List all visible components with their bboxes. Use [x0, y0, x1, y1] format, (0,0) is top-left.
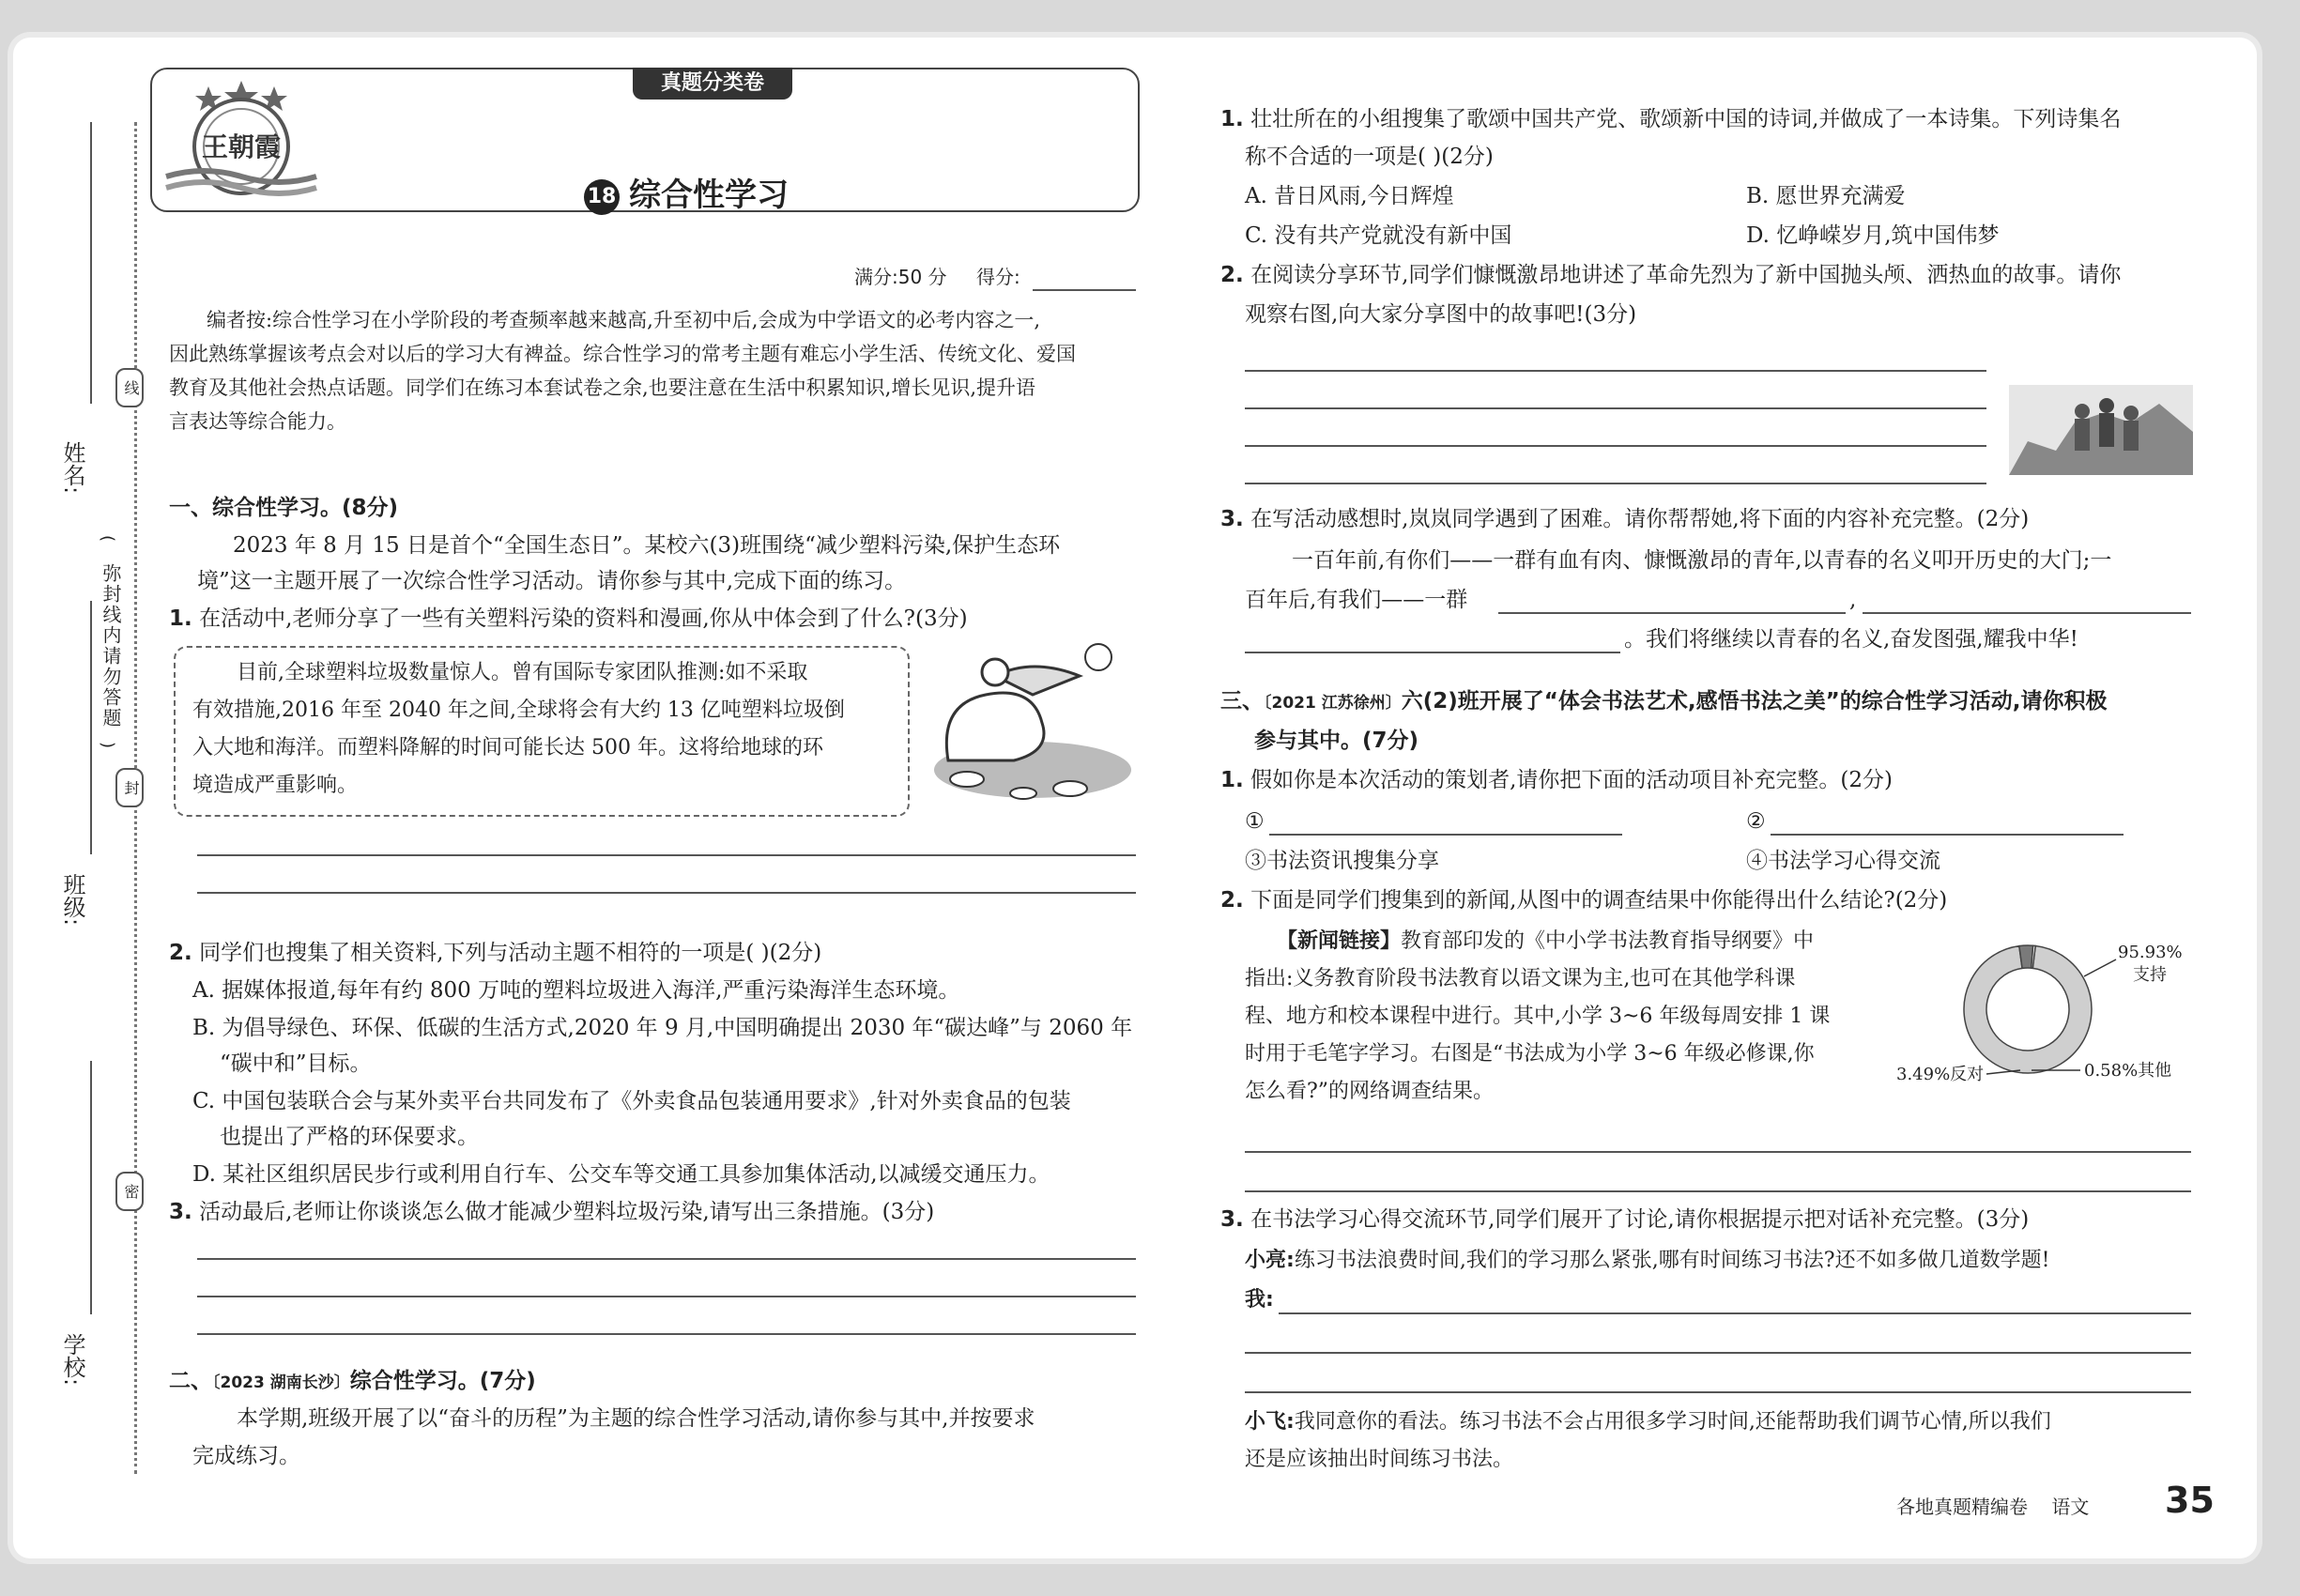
s2-q3-line-2: 百年后,有我们——一群	[1245, 588, 1468, 612]
s2-q2-num: 2.	[1220, 263, 1244, 287]
s2-q2-answer-line-1[interactable]	[1245, 370, 1986, 372]
news-link-label: 【新闻链接】	[1277, 929, 1402, 953]
school-line	[90, 1061, 92, 1314]
s1-q3-num: 3.	[169, 1200, 192, 1224]
fei-text-2: 还是应该抽出时间练习书法。	[1245, 1448, 1514, 1471]
s1-q2-option-c: C. 中国包装联合会与某外卖平台共同发布了《外卖食品包装通用要求》,针对外卖食品的包装	[192, 1089, 1071, 1113]
plastic-info-3: 入大地和海洋。而塑料降解的时间可能长达 500 年。这将给地球的环	[192, 736, 823, 760]
section2-prefix: 二、	[169, 1369, 212, 1393]
liang-label: 小亮:	[1245, 1249, 1295, 1272]
dialog-fei	[1245, 1404, 2051, 1440]
s1-q3	[169, 1194, 934, 1230]
me-answer-line-3[interactable]	[1245, 1391, 2191, 1393]
section3-prefix: 三、	[1220, 689, 1264, 714]
footer-text: 各地真题精编卷 语文	[1896, 1496, 2090, 1518]
s1-q2-option-d: D. 某社区组织居民步行或利用自行车、公交车等交通工具参加集体活动,以减缓交通压力。	[192, 1162, 1050, 1187]
dialog-liang	[1245, 1243, 2049, 1279]
s3-q1	[1220, 762, 1893, 798]
section1-intro-2: 境”这一主题开展了一次综合性学习活动。请你参与其中,完成下面的练习。	[197, 569, 907, 593]
name-label: 姓名:	[59, 441, 85, 495]
s2-q3-num: 3.	[1220, 507, 1244, 531]
s2-q1-text-1: 壮壮所在的小组搜集了歌颂中国共产党、歌颂新中国的诗词,并做成了一本诗集。下列诗集名	[1250, 107, 2122, 131]
s2-q2	[1220, 257, 2121, 293]
plastic-info-1: 目前,全球塑料垃圾数量惊人。曾有国际专家团队推测:如不采取	[237, 661, 808, 684]
s3-q2-text: 下面是同学们搜集到的新闻,从图中的调查结果中你能得出什么结论?(2分)	[1250, 888, 1948, 913]
binding-line-mark: 线	[115, 368, 144, 407]
s2-q1-option-c: C. 没有共产党就没有新中国	[1245, 223, 1512, 248]
label-other: 0.58%其他	[2084, 1061, 2172, 1081]
editor-note-2: 因此熟练掌握该考点会对以后的学习大有裨益。综合性学习的常考主题有难忘小学生活、传统文化、爱国	[169, 343, 1076, 365]
s2-q2-answer-line-4[interactable]	[1245, 483, 1986, 484]
s3-q2-num: 2.	[1220, 888, 1244, 913]
s3-q1-item-1: ①	[1245, 809, 1265, 834]
s3-q1-text: 假如你是本次活动的策划者,请你把下面的活动项目补充完整。(2分)	[1250, 768, 1893, 792]
s2-q1-num: 1.	[1220, 107, 1244, 131]
s1-q1-answer-line-1[interactable]	[197, 854, 1136, 856]
s3-q1-item-4: ④书法学习心得交流	[1746, 849, 1940, 873]
s1-q1-answer-line-2[interactable]	[197, 892, 1136, 894]
chapter-title	[584, 169, 789, 215]
binding-notice-close: )	[98, 742, 117, 749]
s2-q3-text: 在写活动感想时,岚岚同学遇到了困难。请你帮帮她,将下面的内容补充完整。(2分)	[1250, 507, 2030, 531]
s2-q1-text-2: 称不合适的一项是( )(2分)	[1245, 145, 1494, 169]
fei-text-1: 我同意你的看法。练习书法不会占用很多学习时间,还能帮助我们调节心情,所以我们	[1294, 1410, 2051, 1434]
survey-pie-chart	[1896, 929, 2197, 1098]
class-label: 班级:	[59, 873, 85, 927]
s2-q3-comma: ,	[1849, 588, 1857, 612]
s1-q3-answer-line-2[interactable]	[197, 1296, 1136, 1297]
s2-q3-blank-3[interactable]	[1245, 652, 1620, 653]
score-got-label: 得分:	[976, 266, 1020, 288]
binding-notice-open: (	[98, 535, 117, 543]
binding-seal2-mark: 密	[115, 1172, 144, 1211]
fei-label: 小飞:	[1245, 1410, 1295, 1434]
section3-title-text-1: 六(2)班开展了“体会书法艺术,感悟书法之美”的综合性学习活动,请你积极	[1401, 689, 2108, 714]
news-text-1: 教育部印发的《中小学书法教育指导纲要》中	[1401, 929, 1815, 953]
s1-q2-option-c-cont: 也提出了严格的环保要求。	[220, 1125, 479, 1149]
label-support-pct: 95.93%	[2118, 943, 2183, 962]
s2-q2-answer-line-2[interactable]	[1245, 407, 1986, 409]
s1-q3-answer-line-3[interactable]	[197, 1333, 1136, 1335]
news-line-2: 指出:义务教育阶段书法教育以语文课为主,也可在其他学科课	[1245, 967, 1796, 990]
s2-q1-option-a: A. 昔日风雨,今日辉煌	[1245, 184, 1454, 208]
brand-logo	[161, 75, 321, 203]
s3-q1-blank-1[interactable]	[1269, 834, 1622, 836]
section2-intro-1: 本学期,班级开展了以“奋斗的历程”为主题的综合性学习活动,请你参与其中,并按要求	[237, 1406, 1035, 1431]
section2-title	[169, 1363, 536, 1401]
s3-q2	[1220, 882, 1947, 918]
s1-q2	[169, 935, 821, 971]
s3-q2-answer-line-1[interactable]	[1245, 1151, 2191, 1153]
news-line-5: 怎么看?”的网络调查结果。	[1245, 1080, 1495, 1103]
s1-q2-option-b-cont: “碳中和”目标。	[220, 1051, 372, 1076]
s2-q1-option-b: B. 愿世界充满爱	[1746, 184, 1906, 208]
chapter-number: 18	[584, 179, 620, 215]
name-line	[90, 122, 92, 404]
svg-text:王朝霞: 王朝霞	[201, 131, 282, 162]
news-line-3: 程、地方和校本课程中进行。其中,小学 3~6 年级每周安排 1 课	[1245, 1005, 1831, 1028]
s3-q1-blank-2[interactable]	[1771, 834, 2124, 836]
revolutionary-heroes-image	[2009, 385, 2193, 475]
s3-q1-num: 1.	[1220, 768, 1244, 792]
section3-source: 〔2021 江苏徐州〕	[1264, 694, 1402, 713]
s1-q2-text: 同学们也搜集了相关资料,下列与活动主题不相符的一项是( )(2分)	[199, 941, 822, 965]
s1-q1-num: 1.	[169, 606, 192, 631]
s2-q1-option-d: D. 忆峥嵘岁月,筑中国伟梦	[1746, 223, 2000, 248]
s1-q3-answer-line-1[interactable]	[197, 1258, 1136, 1260]
s2-q3	[1220, 501, 2029, 537]
chapter-title-text: 综合性学习	[629, 176, 789, 214]
s2-q3-line-1: 一百年前,有你们——一群有血有肉、慷慨激昂的青年,以青春的名义叩开历史的大门;一	[1292, 548, 2112, 573]
s2-q2-answer-line-3[interactable]	[1245, 445, 1986, 447]
news-line-1	[1277, 924, 1814, 959]
liang-text: 练习书法浪费时间,我们的学习那么紧张,哪有时间练习书法?还不如多做几道数学题!	[1294, 1249, 2050, 1272]
header-tag: 真题分类卷	[633, 68, 792, 100]
s2-q2-text-2: 观察右图,向大家分享图中的故事吧!(3分)	[1245, 302, 1637, 327]
plastic-info-4: 境造成严重影响。	[192, 774, 359, 797]
me-answer-line-2[interactable]	[1245, 1352, 2191, 1354]
editor-note-1: 编者按:综合性学习在小学阶段的考查频率越来越高,升至初中后,会成为中学语文的必考内容之一,	[207, 309, 1041, 331]
section1-intro-1: 2023 年 8 月 15 日是首个“全国生态日”。某校六(3)班围绕“减少塑料污染,保护生态环	[233, 533, 1061, 558]
pelican-cartoon-image	[920, 638, 1136, 807]
s2-q2-text-1: 在阅读分享环节,同学们慷慨激昂地讲述了革命先烈为了新中国抛头颅、洒热血的故事。请你	[1250, 263, 2122, 287]
s1-q1	[169, 601, 968, 637]
me-label: 我:	[1245, 1288, 1274, 1312]
editor-note-4: 言表达等综合能力。	[169, 410, 346, 433]
s3-q3-num: 3.	[1220, 1207, 1244, 1232]
score-full: 满分:50 分	[854, 266, 947, 288]
label-oppose: 3.49%反对	[1896, 1065, 1985, 1084]
me-answer-line-1[interactable]	[1279, 1312, 2191, 1314]
section1-title: 一、综合性学习。(8分)	[169, 496, 399, 520]
editor-note-3: 教育及其他社会热点话题。同学们在练习本套试卷之余,也要注意在生活中积累知识,增长见识,提升语	[169, 376, 1036, 399]
leader-support	[2084, 959, 2116, 976]
section3-title	[1220, 683, 2107, 721]
section2-source: 〔2023 湖南长沙〕	[212, 1373, 350, 1392]
s1-q2-option-b: B. 为倡导绿色、环保、低碳的生活方式,2020 年 9 月,中国明确提出 2030 年“碳达峰”与 2060 年	[192, 1016, 1133, 1040]
plastic-info-2: 有效措施,2016 年至 2040 年之间,全球将会有大约 13 亿吨塑料垃圾倒	[192, 698, 845, 722]
s1-q2-num: 2.	[169, 941, 192, 965]
news-line-4: 时用于毛笔字学习。右图是“书法成为小学 3~6 年级必修课,你	[1245, 1042, 1815, 1066]
school-label: 学校:	[59, 1333, 85, 1387]
section3-title-text-2: 参与其中。(7分)	[1254, 729, 1419, 753]
binding-notice: 弥封线内请勿答题	[100, 563, 122, 729]
section2-intro-2: 完成练习。	[192, 1444, 300, 1468]
s3-q2-answer-line-2[interactable]	[1245, 1190, 2191, 1192]
section2-title-text: 综合性学习。(7分)	[349, 1369, 536, 1393]
binding-seal-mark: 封	[115, 768, 144, 807]
s3-q1-item-2: ②	[1746, 809, 1766, 834]
s2-q1	[1220, 101, 2121, 137]
class-line	[90, 601, 92, 854]
s2-q3-blank-2[interactable]	[1863, 612, 2191, 614]
score-input-line[interactable]	[1033, 289, 1136, 291]
page-number: 35	[2165, 1480, 2215, 1521]
s3-q1-item-3: ③书法资讯搜集分享	[1245, 849, 1439, 873]
s2-q3-line-3: 。我们将继续以青春的名义,奋发图强,耀我中华!	[1624, 627, 2078, 652]
s1-q1-text: 在活动中,老师分享了一些有关塑料污染的资料和漫画,你从中体会到了什么?(3分)	[199, 606, 968, 631]
s1-q2-option-a: A. 据媒体报道,每年有约 800 万吨的塑料垃圾进入海洋,严重污染海洋生态环境。	[192, 978, 960, 1003]
label-support-name: 支持	[2133, 965, 2167, 985]
s1-q3-text: 活动最后,老师让你谈谈怎么做才能减少塑料垃圾污染,请写出三条措施。(3分)	[199, 1200, 935, 1224]
s3-q3	[1220, 1202, 2029, 1237]
s3-q3-text: 在书法学习心得交流环节,同学们展开了讨论,请你根据提示把对话补充完整。(3分)	[1250, 1207, 2030, 1232]
s2-q3-blank-1[interactable]	[1498, 612, 1846, 614]
